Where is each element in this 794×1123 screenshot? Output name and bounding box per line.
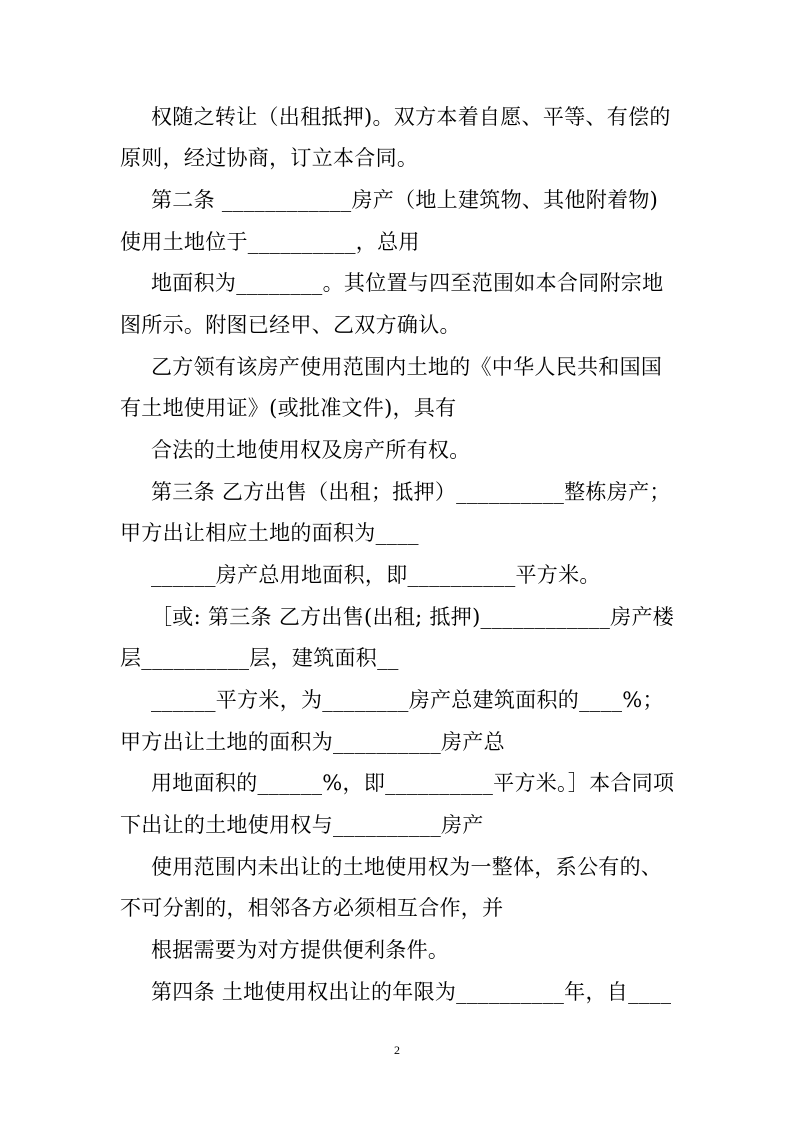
text-line: 原则，经过协商，订立本合同。 xyxy=(120,146,419,170)
text-line: ______平方米，为________房产总建筑面积的____%； xyxy=(151,688,664,712)
page-number: 2 xyxy=(394,1043,400,1057)
text-line: 甲方出让相应土地的面积为____ xyxy=(120,521,419,545)
text-line: 第四条 土地使用权出让的年限为__________年，自____ xyxy=(151,980,672,1004)
text-line: 图所示。附图已经甲、乙双方确认。 xyxy=(120,313,461,337)
text-line: 有土地使用证》(或批准文件)，具有 xyxy=(120,396,457,420)
text-line: 根据需要为对方提供便利条件。 xyxy=(151,938,450,962)
text-line: 第三条 乙方出售（出租；抵押）__________整栋房产； xyxy=(151,480,671,504)
text-line: ［或: 第三条 乙方出售(出租; 抵押)____________房产楼 xyxy=(151,605,675,629)
text-line: 使用土地位于__________，总用 xyxy=(120,230,420,254)
text-line: 不可分割的，相邻各方必须相互合作，并 xyxy=(120,896,504,920)
text-line: 权随之转让（出租抵押)。双方本着自愿、平等、有偿的 xyxy=(151,105,671,129)
text-line: 第二条 ____________房产（地上建筑物、其他附着物) xyxy=(151,188,659,212)
text-line: 下出让的土地使用权与__________房产 xyxy=(120,813,484,837)
text-line: 地面积为________。其位置与四至范围如本合同附宗地 xyxy=(151,271,664,295)
text-line: 使用范围内未出让的土地使用权为一整体，系公有的、 xyxy=(151,855,663,879)
text-line: 合法的土地使用权及房产所有权。 xyxy=(151,438,471,462)
text-line: 用地面积的______%，即__________平方米。］本合同项 xyxy=(151,771,675,795)
text-line: 乙方领有该房产使用范围内土地的《中华人民共和国国 xyxy=(151,355,663,379)
text-line: 甲方出让土地的面积为__________房产总 xyxy=(120,730,505,754)
text-line: 层__________层，建筑面积__ xyxy=(120,646,399,670)
text-line: ______房产总用地面积，即__________平方米。 xyxy=(151,563,601,587)
